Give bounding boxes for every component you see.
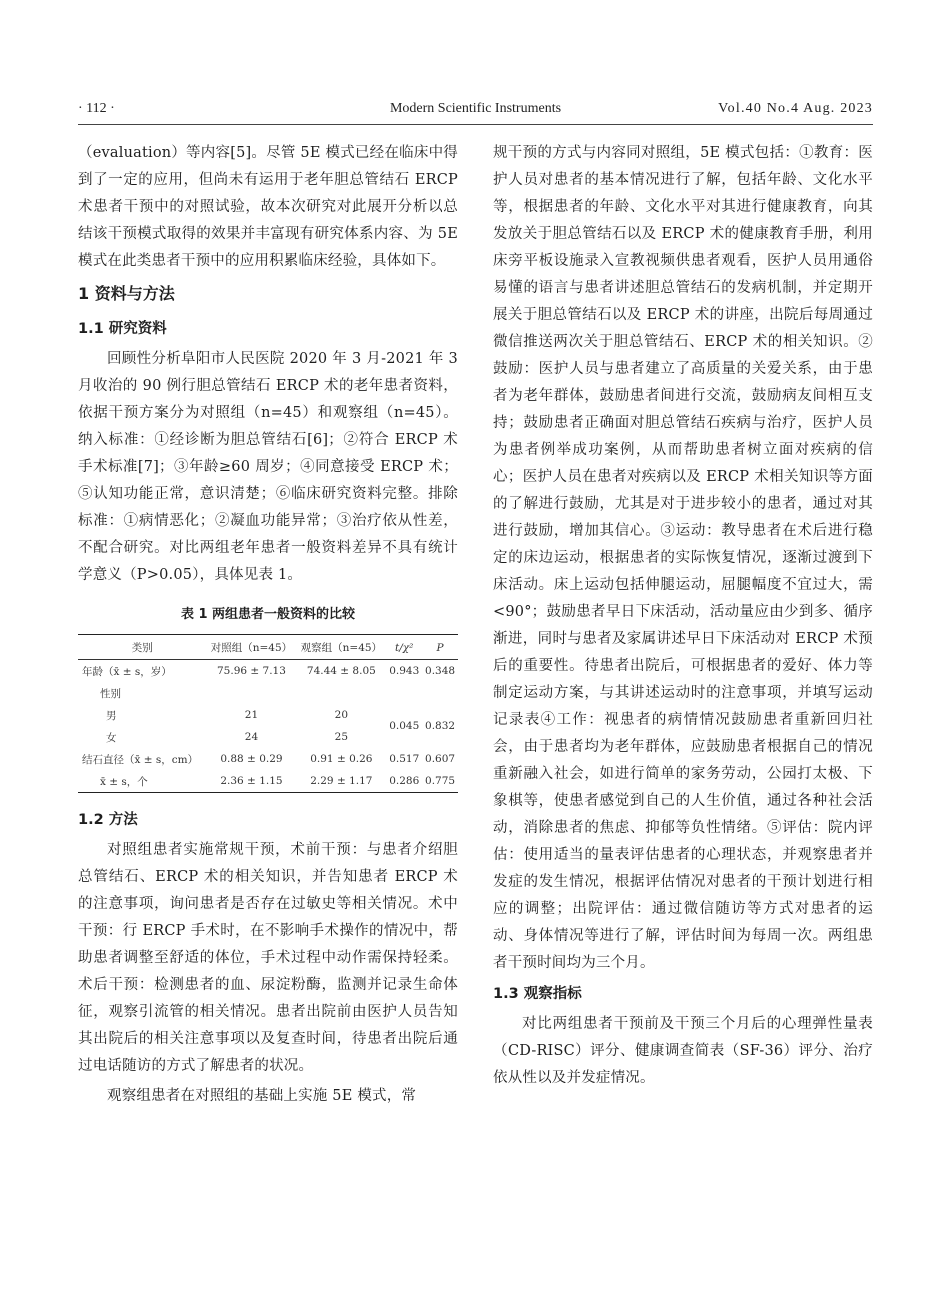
left-column xyxy=(78,140,458,1110)
intro-paragraph: （evaluation）等内容[5]。尽管 5E 模式已经在临床中得到了一定的应用，但尚未有运用于老年胆总管结石 ERCP 术患者干预中的对照试验，故本次研究对此展开分析以总结该干预模式取得的效果并丰富现有研究体系内容、为 5E 模式在此类患者干预中的应用积累临床经验，具体如下。 xyxy=(78,145,458,269)
table-header-row xyxy=(78,635,458,660)
indicators-paragraph: 对比两组患者干预前及干预三个月后的心理弹性量表（CD-RISC）评分、健康调查简表（SF-36）评分、治疗依从性以及并发症情况。 xyxy=(493,1016,873,1086)
cell-control: 24 xyxy=(244,731,259,743)
cell-stat: 0.045 xyxy=(389,720,420,732)
cell-stat: 0.286 xyxy=(389,775,420,787)
cell-p: 0.607 xyxy=(425,753,456,765)
cell-control: 0.88 ± 0.29 xyxy=(220,753,283,765)
table-title: 表 1 两组患者一般资料的比较 xyxy=(180,607,356,622)
table-row xyxy=(78,748,458,770)
col-header-observation: 观察组（n=45） xyxy=(296,635,386,660)
table-row xyxy=(78,770,458,793)
subsection-heading-1-2: 1.2 方法 xyxy=(78,812,138,828)
col-header-category: 类别 xyxy=(78,635,207,660)
cell-stat: 0.517 xyxy=(389,753,420,765)
5e-model-paragraph: 规干预的方式与内容同对照组，5E 模式包括：①教育：医护人员对患者的基本情况进行了解，包括年龄、文化水平等，根据患者的年龄、文化水平对其进行健康教育，向其发放关于胆总管结石以及 ERCP 术的健康教育手册，利用床旁平板设施录入宣教视频供患者观看，医护人员用通俗易懂的语言与患者讲述胆总管结石的发病机制，并定期开展关于胆总管结石以及 ERCP 术的讲座，出院后每周通过微信推送两次关于胆总管结石、ERCP 术的相关知识。②鼓励：医护人员与患者建立了高质量的关爱关系，由于患者为老年群体，鼓励患者间进行交流，鼓励病友间相互支持；鼓励患者正确面对胆总管结石疾病与治疗，医护人员为患者例举成功案例，从而帮助患者树立面对疾病的信心；医护人员在患者对疾病以及 ERCP 术相关知识等方面的了解进行鼓励，尤其是对于进步较小的患者，通过对其进行鼓励，增加其信心。③运动：教导患者在术后进行稳定的床边运动，根据患者的实际恢复情况，逐渐过渡到下床活动。床上运动包括伸腿运动，屈腿幅度不宜过大，需<90°；鼓励患者早日下床活动，活动量应由少到多、循序渐进，同时与患者及家属讲述早日下床活动对 ERCP 术预后的重要性。待患者出院后，可根据患者的爱好、体力等制定运动方案，与其讲述运动时的注意事项，并填写运动记录表④工作：视患者的病情情况鼓励患者重新回归社会，由于患者均为老年群体，应鼓励患者根据自己的情况重新融入社会，如进行简单的家务劳动，公园打太极、下象棋等，使患者感觉到自己的人生价值，通过各种社会活动，消除患者的焦虑、抑郁等负性情绪。⑤评估：院内评估：使用适当的量表评估患者的心理状态，并观察患者并发症的发生情况，根据评估情况对患者的干预计划进行相应的调整；出院评估：通过微信随访等方式对患者的运动、身体情况等进行了解，评估时间为每周一次。两组患者干预时间均为三个月。 xyxy=(493,145,873,971)
materials-paragraph: 回顾性分析阜阳市人民医院 2020 年 3 月-2021 年 3 月收治的 90 例行胆总管结石 ERCP 术的老年患者资料，依据干预方案分为对照组（n=45）和观察组（n=45）。纳入标准：①经诊断为胆总管结石[6]；②符合 ERCP 术手术标准[7]；③年龄≥60 周岁；④同意接受 ERCP 术；⑤认知功能正常，意识清楚；⑥临床研究资料完整。排除标准：①病情恶化；②凝血功能异常；③治疗依从性差，不配合研究。对比两组老年患者一般资料差异不具有统计学意义（P>0.05），具体见表 1。 xyxy=(78,351,458,583)
volume-info: Vol.40 No.4 Aug. 2023 xyxy=(718,101,873,116)
cell-p: 0.832 xyxy=(425,720,456,732)
table-row xyxy=(78,704,458,726)
cell-observation: 74.44 ± 8.05 xyxy=(306,665,376,677)
subsection-heading-1-1: 1.1 研究资料 xyxy=(78,321,167,337)
right-column xyxy=(493,140,873,1092)
row-label: 结石直径（x̄ ± s，cm） xyxy=(82,753,199,766)
cell-observation: 2.29 ± 1.17 xyxy=(310,775,373,787)
cell-control: 21 xyxy=(244,709,259,721)
table-row xyxy=(78,660,458,683)
page-number: · 112 · xyxy=(78,101,115,116)
row-label: 男 xyxy=(106,709,117,722)
cell-observation: 0.91 ± 0.26 xyxy=(310,753,373,765)
cell-stat: 0.943 xyxy=(389,665,420,677)
col-header-stat: t/χ² xyxy=(386,635,422,660)
row-label: 年龄（x̄ ± s，岁） xyxy=(82,665,172,678)
cell-observation: 20 xyxy=(334,709,349,721)
cell-observation: 25 xyxy=(334,731,349,743)
section-heading-1: 1 资料与方法 xyxy=(78,284,175,303)
journal-name: Modern Scientific Instruments xyxy=(389,101,562,116)
cell-p: 0.775 xyxy=(425,775,456,787)
comparison-table xyxy=(78,634,458,793)
page-header xyxy=(78,98,873,125)
subsection-heading-1-3: 1.3 观察指标 xyxy=(493,986,582,1002)
row-label: 性别 xyxy=(100,687,121,700)
method-paragraph-control: 对照组患者实施常规干预，术前干预：与患者介绍胆总管结石、ERCP 术的相关知识，并告知患者 ERCP 术的注意事项，询问患者是否存在过敏史等相关情况。术中干预：行 ERCP 手术时，在不影响手术操作的情况中，帮助患者调整至舒适的体位，手术过程中动作需保持轻柔。术后干预：检测患者的血、尿淀粉酶，监测并记录生命体征，观察引流管的相关情况。患者出院前由医护人员告知其出院后的相关注意事项以及复查时间，待患者出院后通过电话随访的方式了解患者的状况。 xyxy=(78,842,458,1074)
cell-control: 2.36 ± 1.15 xyxy=(220,775,283,787)
col-header-control: 对照组（n=45） xyxy=(207,635,297,660)
cell-control: 75.96 ± 7.13 xyxy=(217,665,286,677)
table-row xyxy=(78,682,458,704)
col-header-p: P xyxy=(422,635,458,660)
method-paragraph-observation: 观察组患者在对照组的基础上实施 5E 模式，常 xyxy=(107,1088,417,1104)
row-label: 女 xyxy=(106,731,117,744)
cell-p: 0.348 xyxy=(425,665,456,677)
row-label: x̄ ± s，个 xyxy=(100,775,148,788)
